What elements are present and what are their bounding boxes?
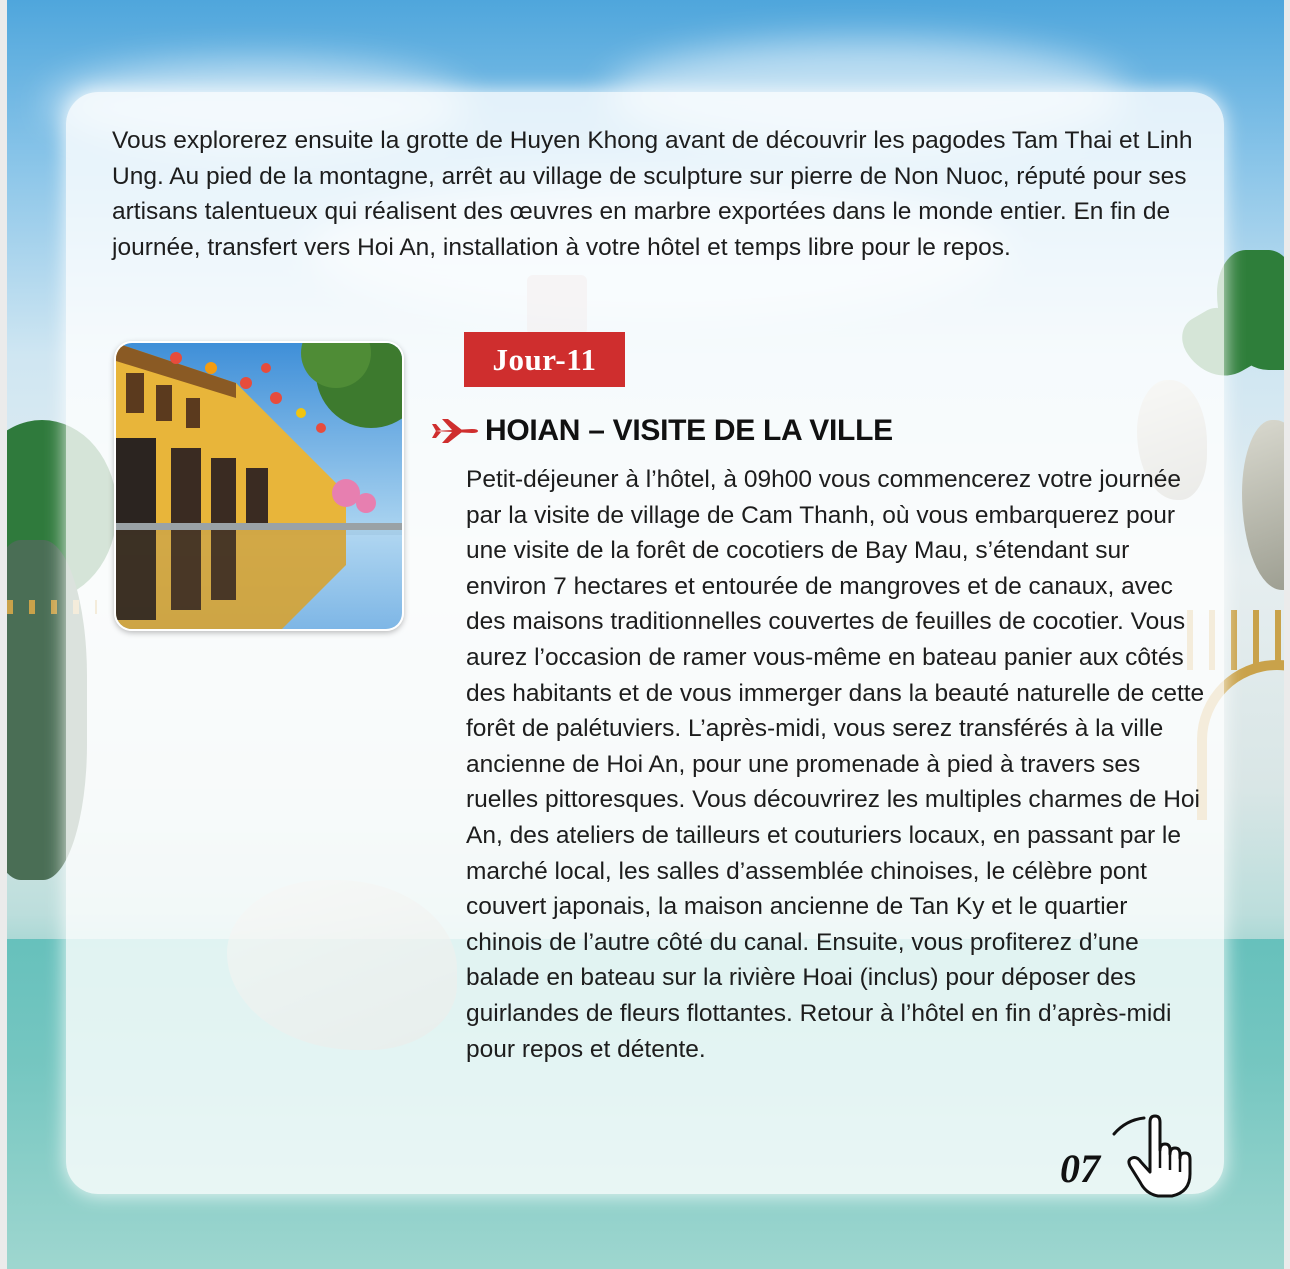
page-edge-right <box>1284 0 1290 1269</box>
page-edge-left <box>0 0 7 1269</box>
hand-pointer-icon[interactable] <box>1108 1112 1198 1198</box>
day-badge: Jour-11 <box>464 332 625 387</box>
day-title: HOIAN – VISITE DE LA VILLE <box>485 414 893 447</box>
page-number: 07 <box>1060 1146 1100 1191</box>
hoi-an-street-photo <box>114 341 404 631</box>
airplane-icon <box>432 418 478 444</box>
photo-illustration <box>116 343 402 629</box>
day-description: Petit-déjeuner à l’hôtel, à 09h00 vous commencerez votre journée par la visite de village de Cam Thanh, où vous embarquerez pour une visite de la forêt de cocotiers de Bay Mau, s’étendant sur environ 7 hectares et entourée de mangroves et de canaux, avec des maisons traditionnelles couvertes de feuilles de cocotier. Vous aurez l’occasion de ramer vous-même en bateau panier aux côtés des habitants et de vous immerger dans la beauté naturelle de cette forêt de palétuviers. L’après-midi, vous serez transférés à la ville ancienne de Hoi An, pour une promenade à pied à travers ses ruelles pittoresques. Vous découvrirez les multiples charmes de Hoi An, des ateliers de tailleurs et couturiers locaux, en passant par le marché local, les salles d’assemblée chinoises, le célèbre pont couvert japonais, la maison ancienne de Tan Ky et le quartier chinois de l’autre côté du canal. Ensuite, vous profiterez d’une balade en bateau sur la rivière Hoai (inclus) pour déposer des guirlandes de fleurs flottantes. Retour à l’hôtel en fin d’après-midi pour repos et détente. <box>466 466 1205 1063</box>
intro-paragraph: Vous explorerez ensuite la grotte de Huyen Khong avant de découvrir les pagodes Tam Thai et Linh Ung. Au pied de la montagne, arrêt au village de sculpture sur pierre de Non Nuoc, réputé pour ses artisans talentueux qui réalisent des œuvres en marbre exportées dans le monde entier. En fin de journée, transfert vers Hoi An, installation à votre hôtel et temps libre pour le repos. <box>112 127 1193 261</box>
